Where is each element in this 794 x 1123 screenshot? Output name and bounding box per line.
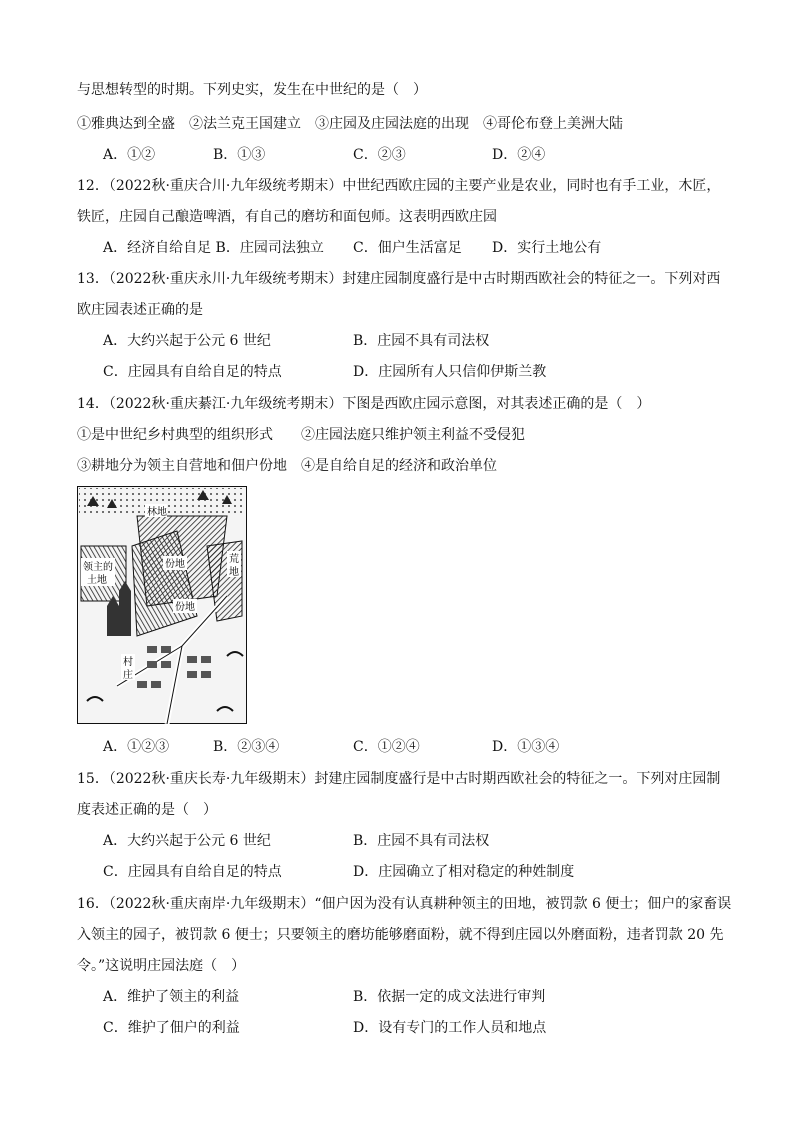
map-label-lord-1: 领主的	[83, 562, 113, 573]
manor-map-figure	[77, 486, 247, 724]
q13-stem-line1: 13．（2022秋·重庆永川·九年级统考期末）封建庄园制度盛行是中古时期西欧社会的特征之一。下列对西	[77, 271, 721, 287]
q13-option-b[interactable]: B．庄园不具有司法权	[353, 333, 490, 349]
q11-continuation: 与思想转型的时期。下列史实，发生在中世纪的是（ ）	[77, 82, 427, 98]
q14-option-a[interactable]: A．①②③	[103, 739, 170, 755]
q16-option-a[interactable]: A．维护了领主的利益	[103, 989, 240, 1005]
q14-items-line1: ①是中世纪乡村典型的组织形式 ②庄园法庭只维护领主利益不受侵犯	[77, 427, 525, 443]
q13-stem-line2: 欧庄园表述正确的是	[77, 302, 203, 318]
q15-option-a[interactable]: A．大约兴起于公元 6 世纪	[103, 833, 271, 849]
q16-stem-line2: 入领主的园子，被罚款 6 便士；只要领主的磨坊能够磨面粉，就不得到庄园以外磨面粉，违者罚款 20 先	[77, 927, 724, 943]
q15-option-d[interactable]: D．庄园确立了相对稳定的种姓制度	[353, 864, 575, 880]
q14-option-d[interactable]: D．①③④	[492, 739, 560, 755]
q14-stem: 14．（2022秋·重庆綦江·九年级统考期末）下图是西欧庄园示意图，对其表述正确的是（ ）	[77, 396, 651, 412]
map-label-village-1: 村	[123, 657, 133, 668]
q14-option-c[interactable]: C．①②④	[353, 739, 420, 755]
q16-option-d[interactable]: D．设有专门的工作人员和地点	[353, 1020, 547, 1036]
q14-items-line2: ③耕地分为领主自营地和佃户份地 ④是自给自足的经济和政治单位	[77, 458, 497, 474]
q12-option-c[interactable]: C．佃户生活富足	[353, 240, 462, 256]
q11-option-b[interactable]: B．①③	[213, 147, 266, 163]
map-label-lord-2: 土地	[87, 575, 107, 586]
q12-option-ab[interactable]: A．经济自给自足 B．庄园司法独立	[103, 240, 324, 256]
map-label-share-2: 份地	[175, 602, 195, 613]
map-label-village-2: 庄	[123, 670, 133, 681]
q11-items: ①雅典达到全盛 ②法兰克王国建立 ③庄园及庄园法庭的出现 ④哥伦布登上美洲大陆	[77, 116, 623, 132]
q11-option-d[interactable]: D．②④	[492, 147, 546, 163]
q16-option-b[interactable]: B．依据一定的成文法进行审判	[353, 989, 546, 1005]
q11-option-c[interactable]: C．②③	[353, 147, 406, 163]
q12-stem-line1: 12．（2022秋·重庆合川·九年级统考期末）中世纪西欧庄园的主要产业是农业，同时也有手工业，木匠，	[77, 178, 721, 194]
map-label-share-1: 份地	[165, 559, 185, 570]
map-label-waste-2: 地	[229, 567, 239, 578]
q13-option-d[interactable]: D．庄园所有人只信仰伊斯兰教	[353, 364, 547, 380]
q14-option-b[interactable]: B．②③④	[213, 739, 280, 755]
q15-stem-line2: 度表述正确的是（ ）	[77, 802, 217, 818]
q13-option-c[interactable]: C．庄园具有自给自足的特点	[103, 364, 282, 380]
q15-option-b[interactable]: B．庄园不具有司法权	[353, 833, 490, 849]
q13-option-a[interactable]: A．大约兴起于公元 6 世纪	[103, 333, 271, 349]
map-label-woods: 林地	[147, 507, 167, 518]
q12-stem-line2: 铁匠，庄园自己酿造啤酒，有自己的磨坊和面包师。这表明西欧庄园	[77, 209, 497, 225]
q16-option-c[interactable]: C．维护了佃户的利益	[103, 1020, 240, 1036]
q16-stem-line3: 令。”这说明庄园法庭（ ）	[77, 958, 246, 974]
q15-option-c[interactable]: C．庄园具有自给自足的特点	[103, 864, 282, 880]
q15-stem-line1: 15．（2022秋·重庆长寿·九年级期末）封建庄园制度盛行是中古时期西欧社会的特征之一。下列对庄园制	[77, 771, 721, 787]
q11-option-a[interactable]: A．①②	[103, 147, 156, 163]
q16-stem-line1: 16．（2022秋·重庆南岸·九年级期末）“佃户因为没有认真耕种领主的田地，被罚款 6 便士；佃户的家畜误	[77, 896, 732, 912]
q12-option-d[interactable]: D．实行土地公有	[492, 240, 602, 256]
map-label-waste-1: 荒	[229, 554, 239, 565]
